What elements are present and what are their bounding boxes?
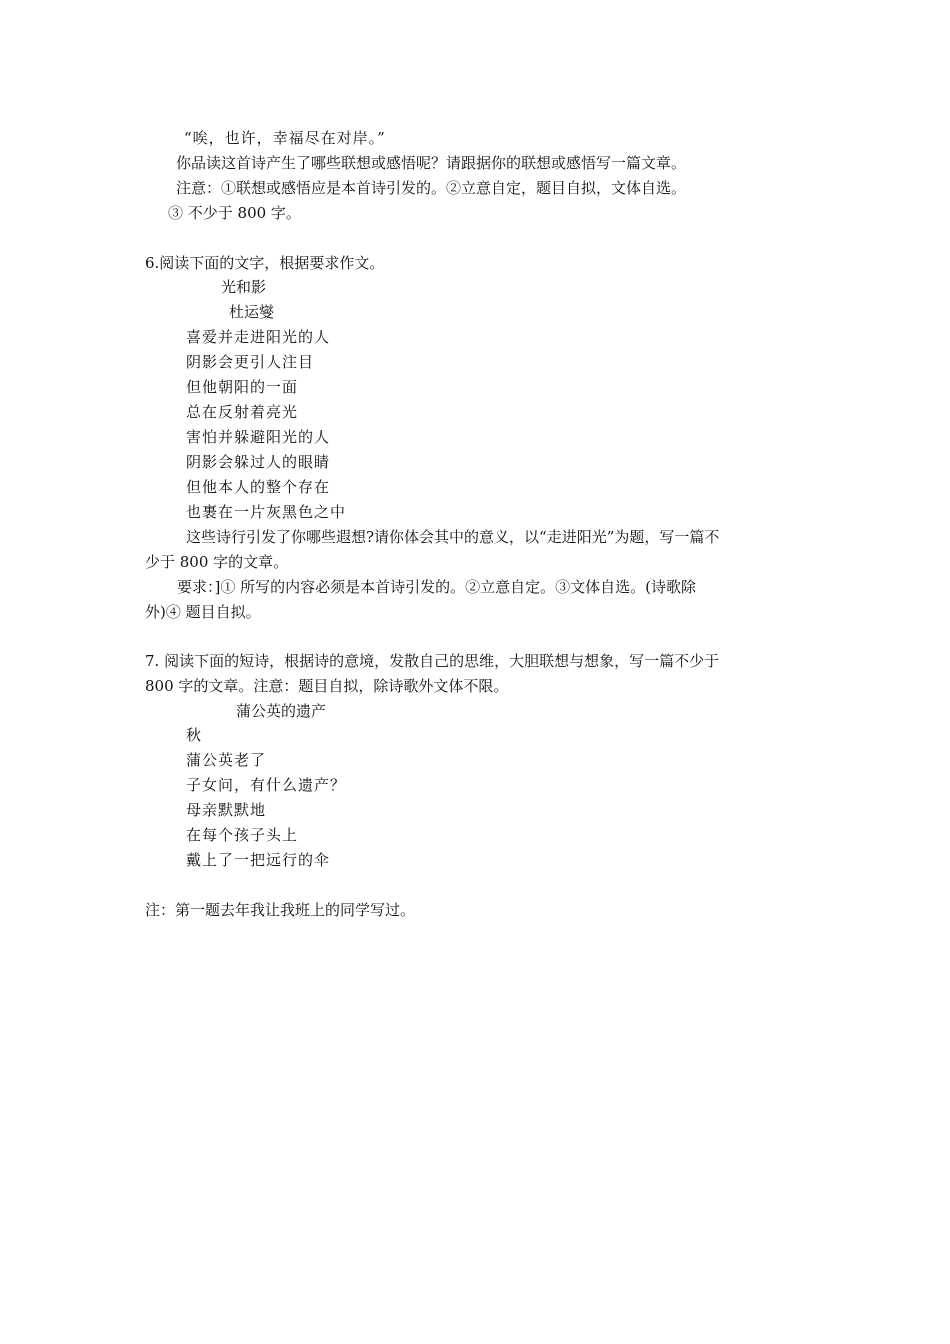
poem-last-line: “唉，也许，幸福尽在对岸。” — [184, 129, 386, 147]
footnote: 注：第一题去年我让我班上的同学写过。 — [145, 901, 416, 919]
section6-poem-line: 但他本人的整个存在 — [186, 478, 331, 496]
section5-note-line2: ③ 不少于 800 字。 — [168, 204, 301, 222]
section6-poem-line: 总在反射着亮光 — [186, 403, 299, 421]
section7-poem-line: 在每个孩子头上 — [186, 826, 299, 844]
section6-poem-line: 但他朝阳的一面 — [186, 378, 299, 396]
section5-prompt: 你品读这首诗产生了哪些联想或感悟呢？请跟据你的联想或感悟写一篇文章。 — [176, 154, 687, 172]
section7-heading-line1: 7. 阅读下面的短诗，根据诗的意境，发散自己的思维，大胆联想与想象，写一篇不少于 — [145, 652, 720, 670]
section7-poem-line: 秋 — [186, 726, 203, 744]
section6-requirements-line1: 要求：]① 所写的内容必须是本首诗引发的。②立意自定。③文体自选。(诗歌除 — [177, 578, 696, 596]
section6-poem-line: 害怕并躲避阳光的人 — [186, 428, 331, 446]
section6-poem-title: 光和影 — [221, 278, 267, 296]
section7-poem-line: 母亲默默地 — [186, 801, 267, 819]
section6-prompt-line1: 这些诗行引发了你哪些遐想?请你体会其中的意义，以“走进阳光”为题，写一篇不 — [186, 528, 720, 546]
section5-note-line1: 注意：①联想或感悟应是本首诗引发的。②立意自定，题目自拟，文体自选。 — [176, 179, 687, 197]
section6-heading: 6.阅读下面的文字，根据要求作文。 — [145, 254, 385, 272]
section7-poem-line: 蒲公英老了 — [186, 751, 267, 769]
section7-poem-line: 戴上了一把远行的伞 — [186, 851, 331, 869]
section6-poem-author: 杜运燮 — [229, 303, 275, 321]
section6-poem-line: 阴影会躲过人的眼睛 — [186, 453, 331, 471]
section6-prompt-line2: 少于 800 字的文章。 — [145, 553, 289, 571]
section6-poem-line: 阴影会更引人注目 — [186, 353, 315, 371]
section6-poem-line: 喜爱并走进阳光的人 — [186, 328, 331, 346]
section7-heading-line2: 800 字的文章。注意：题目自拟，除诗歌外文体不限。 — [145, 677, 509, 695]
section6-requirements-line2: 外)④ 题目自拟。 — [145, 603, 261, 621]
section6-poem-line: 也裹在一片灰黑色之中 — [186, 503, 347, 521]
section7-poem-title: 蒲公英的遗产 — [236, 702, 327, 720]
section7-poem-line: 子女问，有什么遗产？ — [186, 776, 347, 794]
